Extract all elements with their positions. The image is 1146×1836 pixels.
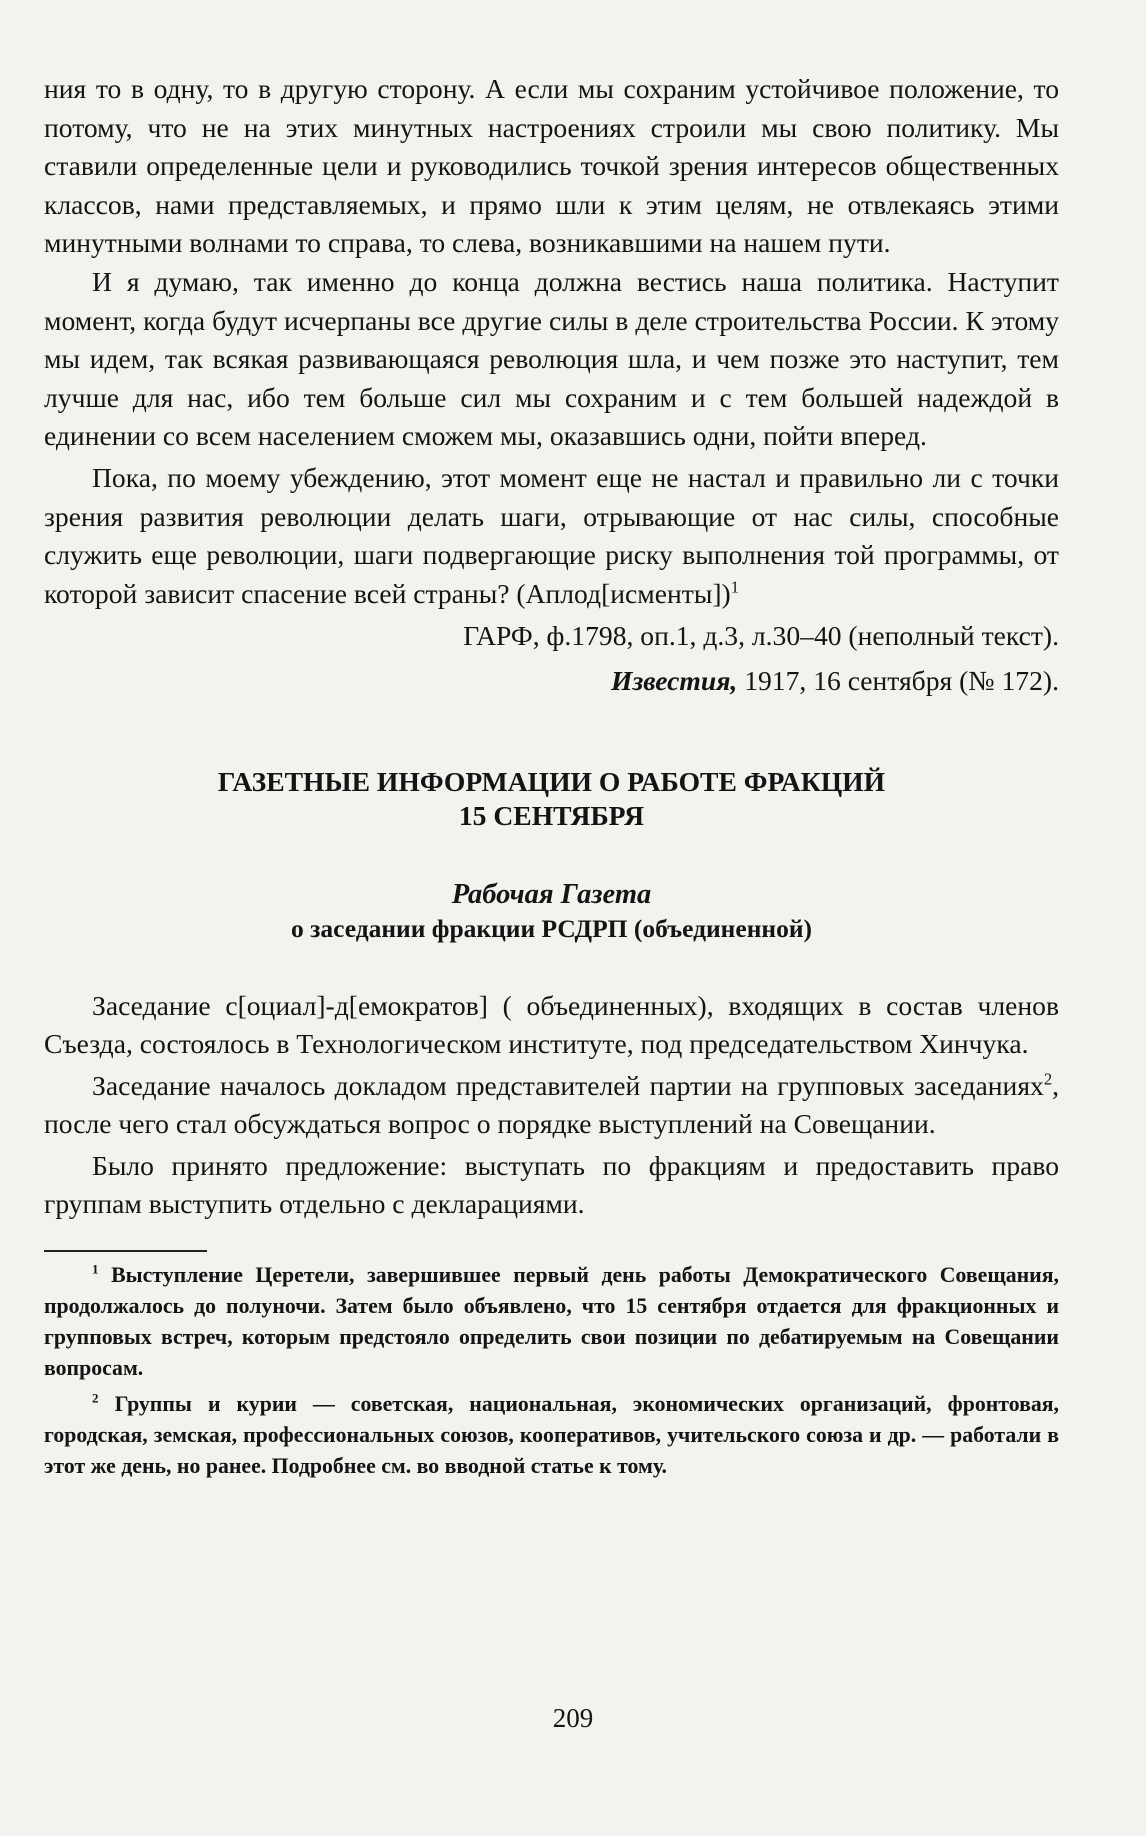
footnote-ref-1: 1 [730, 576, 740, 596]
newspaper-subtitle: о заседании фракции РСДРП (объединенной) [290, 913, 813, 943]
paragraph-meeting-start [44, 1067, 1059, 1144]
footnote-2 [44, 1389, 1059, 1482]
page-number: 209 [552, 1703, 594, 1733]
paragraph-meeting-decision: Было принято предложение: выступать по фракциям и предоставить право группам выступить отдельно с декларациями. [44, 1149, 1059, 1220]
paragraph-meeting-venue: Заседание с[оциал]-д[емократов] ( объединенных), входящих в состав членов Съезда, состоялось в Технологическом институте, под председательством Хинчука. [44, 989, 1059, 1060]
section-title-line-1: ГАЗЕТНЫЕ ИНФОРМАЦИИ О РАБОТЕ ФРАКЦИЙ [217, 765, 886, 797]
paragraph-meeting-start-a: Заседание началось докладом представителей партии на групповых заседаниях [92, 1069, 1044, 1101]
footnote-2-number: 2 [92, 1390, 99, 1406]
footnote-ref-2: 2 [1043, 1068, 1053, 1088]
footnote-1 [44, 1260, 1059, 1384]
page-content [44, 70, 1059, 1482]
paragraph-conviction [44, 459, 1059, 613]
publication-details: 1917, 16 сентября (№ 172). [737, 664, 1059, 696]
paragraph-policy: И я думаю, так именно до конца должна вестись наша политика. Наступит момент, когда будут исчерпаны все другие силы в деле строительства России. К этому мы идем, так всякая развивающаяся революция шла, и чем позже это наступит, тем лучше для нас, ибо тем больше сил мы сохраним и с тем большей надеждой в единении со всем населением сможем мы, оказавшись одни, пойти вперед. [44, 265, 1059, 452]
section-title-line-2: 15 СЕНТЯБРЯ [458, 799, 645, 831]
publication-name: Известия, [611, 664, 738, 696]
source-publication [44, 662, 1059, 701]
paragraph-continuation: ния то в одну, то в другую сторону. А если мы сохраним устойчивое положение, то потому, что не на этих минутных настроениях строили мы свою политику. Мы ставили определенные цели и руководились точкой зрения интересов общественных классов, нами представляемых, и прямо шли к этим целям, не отвлекаясь этими минутными волнами то справа, то слева, возникавшими на нашем пути. [44, 73, 1059, 259]
newspaper-title: Рабочая Газета [451, 878, 652, 910]
source-archive: ГАРФ, ф.1798, оп.1, д.3, л.30–40 (неполный текст). [463, 620, 1059, 652]
footnote-1-text: Выступление Церетели, завершившее первый день работы Демократического Совещания, продолжалось до полуночи. Затем было объявлено, что 15 сентября отдается для фракционных и групповых встреч, которым предстояло определить свои позиции по дебатируемым на Совещании вопросам. [44, 1263, 1059, 1381]
section-title [44, 765, 1059, 833]
footnote-divider [44, 1250, 207, 1252]
paragraph-conviction-text: Пока, по моему убеждению, этот момент еще не настал и правильно ли с точки зрения развития революции делать шаги, отрывающие от нас силы, способные служить еще революции, шаги подвергающие риску выполнения той программы, от которой зависит спасение всей страны? (Аплод[исменты]) [44, 461, 1059, 609]
footnote-1-number: 1 [92, 1261, 99, 1277]
footnote-2-text: Группы и курии — советская, национальная, экономических организаций, фронтовая, городская, земская, профессиональных союзов, кооперативов, учительского союза и др. — работали в этот же день, но ранее. Подробнее см. во вводной статье к тому. [44, 1392, 1059, 1479]
paragraph-meeting-start-b: , после чего стал обсуждаться вопрос о порядке выступлений на Совещании. [44, 1069, 1059, 1140]
